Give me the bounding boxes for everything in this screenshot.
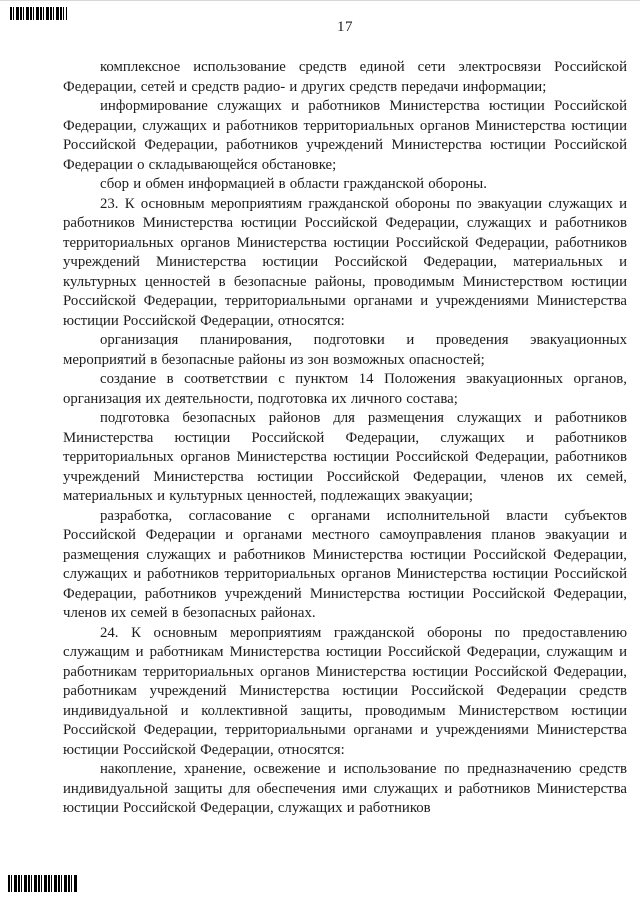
paragraph: комплексное использование средств единой сети электросвязи Российской Федерации, сетей и средств радио- и других средств передачи информации;: [63, 59, 627, 95]
paragraph: 24. К основным мероприятиям гражданской обороны по предоставлению служащим и работникам Министерства юстиции Российской Федерации, служащим и работникам территориальных органов Министерства юстиции Российской Федерации, работникам учреждений Министерства юстиции Российской Федерации средств индивидуальной и коллективной защиты, проводимым Министерством юстиции Российской Федерации, территориальными органами и учреждениями Министерства юстиции Российской Федерации, относятся:: [63, 624, 627, 758]
paragraph: накопление, хранение, освежение и использование по предназначению средств индивидуальной защиты для обеспечения ими служащих и работников Министерства юстиции Российской Федерации, служащих и работников: [63, 761, 627, 816]
paragraph: создание в соответствии с пунктом 14 Положения эвакуационных органов, организация их деятельности, подготовка их личного состава;: [63, 371, 627, 407]
barcode-icon-top: [10, 7, 67, 20]
page-number: 17: [337, 19, 353, 35]
paragraph: разработка, согласование с органами исполнительной власти субъектов Российской Федерации и органами местного самоуправления планов эвакуации и размещения служащих и работников Министерства юстиции Российской Федерации, служащих и работников территориальных органов Министерства юстиции Российской Федерации, работников учреждений Министерства юстиции Российской Федерации, членов их семей в безопасных районах.: [63, 507, 627, 621]
paragraph: организация планирования, подготовки и проведения эвакуационных мероприятий в безопасные районы из зон возможных опасностей;: [63, 332, 627, 368]
paragraph: информирование служащих и работников Министерства юстиции Российской Федерации, служащих и работников территориальных органов Министерства юстиции Российской Федерации, работников учреждений Министерства юстиции Российской Федерации о складывающейся обстановке;: [63, 98, 627, 173]
document-body: [63, 58, 627, 819]
paragraph: подготовка безопасных районов для размещения служащих и работников Министерства юстиции Российской Федерации, служащих и работников территориальных органов Министерства юстиции Российской Федерации, работников учреждений Министерства юстиции Российской Федерации, членов их семей, материальных и культурных ценностей, подлежащих эвакуации;: [63, 410, 627, 504]
paragraph: 23. К основным мероприятиям гражданской обороны по эвакуации служащих и работников Министерства юстиции Российской Федерации, служащих и работников территориальных органов Министерства юстиции Российской Федерации, работников учреждений Министерства юстиции Российской Федерации, материальных и культурных ценностей в безопасные районы, проводимым Министерством юстиции Российской Федерации, территориальными органами и учреждениями Министерства юстиции Российской Федерации, относятся:: [63, 195, 627, 329]
barcode-icon-bottom: [8, 875, 78, 892]
paragraph: сбор и обмен информацией в области гражданской обороны.: [100, 176, 487, 192]
